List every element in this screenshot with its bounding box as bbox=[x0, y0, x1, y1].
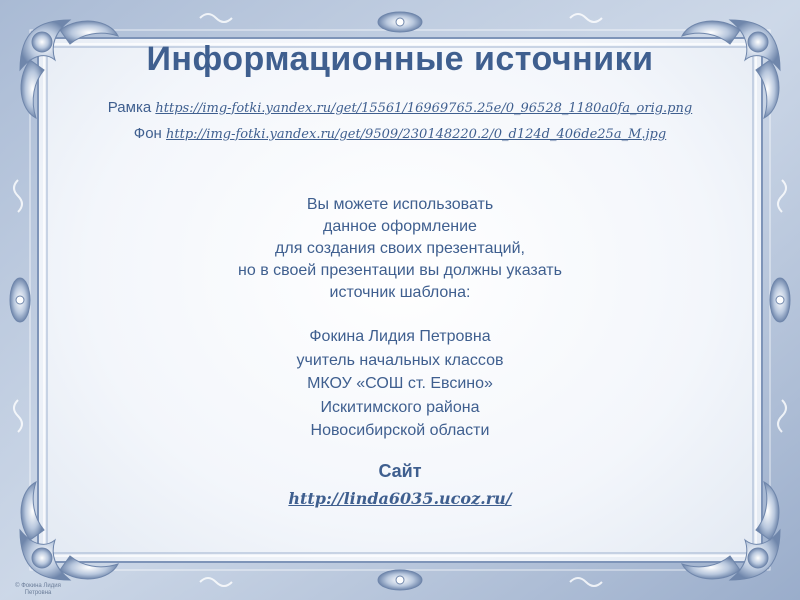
usage-line: для создания своих презентаций, bbox=[275, 240, 525, 257]
usage-notice bbox=[0, 194, 800, 304]
source-background bbox=[0, 125, 800, 142]
site-link[interactable]: http://linda6035.ucoz.ru/ bbox=[288, 489, 512, 508]
author-line: Искитимского района bbox=[320, 398, 480, 416]
author-info bbox=[0, 325, 800, 443]
author-line: учитель начальных классов bbox=[296, 351, 504, 369]
source-frame-link[interactable]: https://img-fotki.yandex.ru/get/15561/16969765.25e/0_96528_1180a0fa_orig.png bbox=[155, 101, 693, 116]
usage-line: данное оформление bbox=[323, 218, 477, 235]
slide-title: Информационные источники bbox=[146, 40, 654, 78]
author-line: МКОУ «СОШ ст. Евсино» bbox=[307, 375, 493, 392]
site-label: Сайт bbox=[378, 461, 422, 481]
source-background-label: Фон bbox=[133, 125, 162, 142]
source-background-link[interactable]: http://img-fotki.yandex.ru/get/9509/230148220.2/0_d124d_406de25a_M.jpg bbox=[166, 127, 667, 142]
author-line: Фокина Лидия Петровна bbox=[309, 328, 491, 345]
source-frame-label: Рамка bbox=[107, 99, 152, 116]
author-line: Новосибирской области bbox=[310, 422, 490, 439]
source-frame bbox=[0, 99, 800, 116]
copyright-note: © Фокина Лидия Петровна bbox=[15, 583, 61, 596]
usage-line: Вы можете использовать bbox=[306, 196, 494, 213]
usage-line: источник шаблона: bbox=[329, 284, 471, 301]
usage-line: но в своей презентации вы должны указать bbox=[238, 262, 562, 279]
